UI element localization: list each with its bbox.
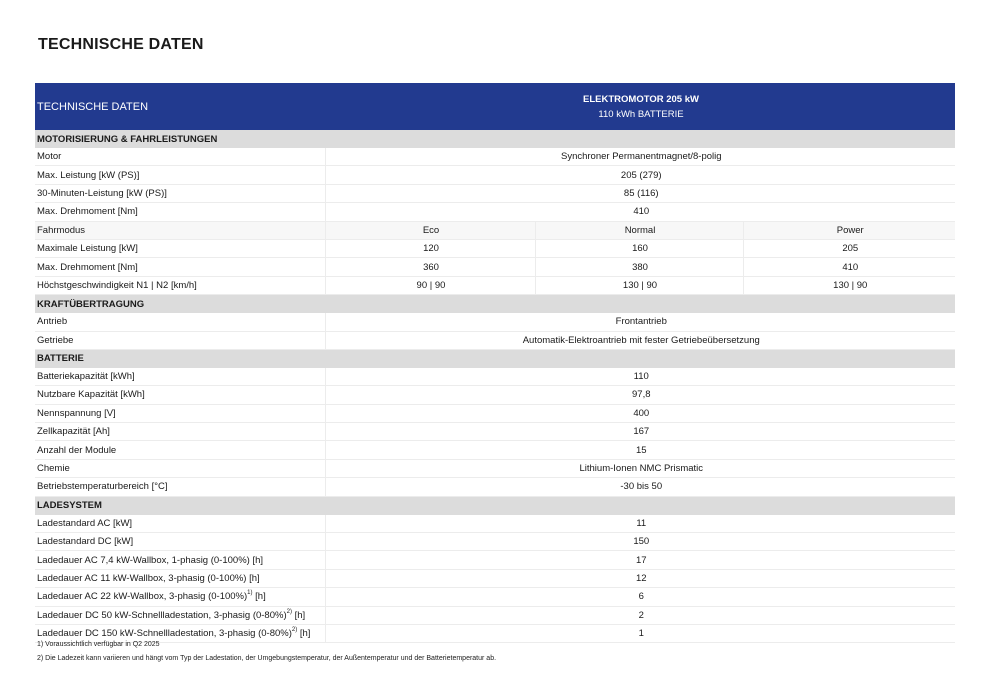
row-label: Höchstgeschwindigkeit N1 | N2 [km/h] <box>35 276 325 294</box>
table-row <box>35 203 955 221</box>
row-value-normal: 380 <box>535 258 743 276</box>
header-column-subtitle: 110 kWh BATTERIE <box>598 108 684 120</box>
table-row <box>35 313 955 331</box>
row-value: Frontantrieb <box>325 313 955 331</box>
table-row <box>35 331 955 349</box>
footnote-2: 2) Die Ladezeit kann variieren und hängt vom Typ der Ladestation, der Umgebungstemperatur, der Außentemperatur und der Batterietemperatur ab. <box>37 655 497 662</box>
row-label-cell <box>35 606 325 624</box>
table-row <box>35 441 955 459</box>
row-label: Max. Leistung [kW (PS)] <box>35 166 325 184</box>
row-value-normal: 160 <box>535 239 743 257</box>
row-value: 11 <box>325 515 955 533</box>
row-value-power: Power <box>743 221 955 239</box>
row-label: Max. Drehmoment [Nm] <box>35 258 325 276</box>
row-label: Ladedauer AC 11 kW-Wallbox, 3-phasig (0-100%) [h] <box>35 569 325 587</box>
table-row <box>35 239 955 257</box>
section-charging <box>35 496 955 515</box>
row-value: 410 <box>325 203 955 221</box>
table-row <box>35 404 955 422</box>
row-unit: [h] <box>255 591 266 603</box>
row-value-power: 130 | 90 <box>743 276 955 294</box>
row-value: 2 <box>325 606 955 624</box>
header-label: TECHNISCHE DATEN <box>35 83 325 130</box>
row-value: 150 <box>325 533 955 551</box>
row-value-power: 205 <box>743 239 955 257</box>
section-title: MOTORISIERUNG & FAHRLEISTUNGEN <box>35 130 955 148</box>
row-label: Ladedauer DC 150 kW-Schnellladestation, 3-phasig (0-80%) <box>37 628 292 640</box>
table-row <box>35 166 955 184</box>
table-row <box>35 515 955 533</box>
row-label: Ladedauer AC 22 kW-Wallbox, 3-phasig (0-100%) <box>37 591 248 603</box>
row-value: 1 <box>325 624 955 642</box>
table-row <box>35 588 955 606</box>
section-title: KRAFTÜBERTRAGUNG <box>35 295 955 314</box>
footnote-ref: 1) <box>247 590 253 597</box>
row-value-eco: 120 <box>325 239 535 257</box>
row-value: 97,8 <box>325 386 955 404</box>
table-row <box>35 276 955 294</box>
row-value-eco: 90 | 90 <box>325 276 535 294</box>
table-row <box>35 478 955 496</box>
row-unit: [h] <box>299 628 311 640</box>
row-value-normal: Normal <box>535 221 743 239</box>
row-label: Getriebe <box>35 331 325 349</box>
row-label: Fahrmodus <box>35 221 325 239</box>
table-row <box>35 368 955 386</box>
row-label: Nutzbare Kapazität [kWh] <box>35 386 325 404</box>
row-value: Synchroner Permanentmagnet/8-polig <box>325 148 955 166</box>
row-label: Motor <box>35 148 325 166</box>
row-label: Maximale Leistung [kW] <box>35 239 325 257</box>
row-label: Ladedauer DC 50 kW-Schnellladestation, 3-phasig (0-80%) <box>37 609 287 621</box>
section-battery <box>35 349 955 368</box>
row-label: Anzahl der Module <box>35 441 325 459</box>
row-label: Batteriekapazität [kWh] <box>35 368 325 386</box>
table-row <box>35 624 955 642</box>
table-row <box>35 184 955 202</box>
row-value: 400 <box>325 404 955 422</box>
header-column <box>325 83 955 130</box>
row-value: 110 <box>325 368 955 386</box>
row-value: 85 (116) <box>325 184 955 202</box>
spec-table <box>35 83 955 643</box>
row-label: 30-Minuten-Leistung [kW (PS)] <box>35 184 325 202</box>
row-label: Ladedauer AC 7,4 kW-Wallbox, 1-phasig (0-100%) [h] <box>35 551 325 569</box>
row-value: Lithium-Ionen NMC Prismatic <box>325 459 955 477</box>
table-row <box>35 606 955 624</box>
table-row <box>35 221 955 239</box>
table-row <box>35 148 955 166</box>
row-value: 12 <box>325 569 955 587</box>
section-title: BATTERIE <box>35 349 955 368</box>
row-label: Ladestandard DC [kW] <box>35 533 325 551</box>
footnote-ref: 2) <box>286 608 292 615</box>
row-value-normal: 130 | 90 <box>535 276 743 294</box>
row-value: 205 (279) <box>325 166 955 184</box>
footnote-1: 1) Voraussichtlich verfügbar in Q2 2025 <box>37 641 160 648</box>
table-row <box>35 459 955 477</box>
table-header <box>35 83 955 130</box>
table-row <box>35 551 955 569</box>
row-label: Zellkapazität [Ah] <box>35 423 325 441</box>
row-label: Chemie <box>35 459 325 477</box>
row-value-power: 410 <box>743 258 955 276</box>
row-value-eco: 360 <box>325 258 535 276</box>
row-value: -30 bis 50 <box>325 478 955 496</box>
row-label: Nennspannung [V] <box>35 404 325 422</box>
table-row <box>35 386 955 404</box>
row-value: 15 <box>325 441 955 459</box>
footnote-ref: 2) <box>291 627 298 634</box>
section-title: LADESYSTEM <box>35 496 955 515</box>
row-label: Antrieb <box>35 313 325 331</box>
table-row <box>35 423 955 441</box>
table-row <box>35 533 955 551</box>
row-value: Automatik-Elektroantrieb mit fester Getriebeübersetzung <box>325 331 955 349</box>
row-label: Betriebstemperaturbereich [°C] <box>35 478 325 496</box>
row-unit: [h] <box>294 609 306 621</box>
row-label: Ladestandard AC [kW] <box>35 515 325 533</box>
row-label-cell <box>35 588 325 606</box>
table-row <box>35 569 955 587</box>
section-drive <box>35 295 955 314</box>
row-label: Max. Drehmoment [Nm] <box>35 203 325 221</box>
header-column-title: ELEKTROMOTOR 205 kW <box>583 93 699 105</box>
table-row <box>35 258 955 276</box>
row-value: 167 <box>325 423 955 441</box>
row-value: 17 <box>325 551 955 569</box>
section-motor <box>35 130 955 148</box>
row-value: 6 <box>325 588 955 606</box>
page-title: TECHNISCHE DATEN <box>38 36 204 53</box>
row-value-eco: Eco <box>325 221 535 239</box>
